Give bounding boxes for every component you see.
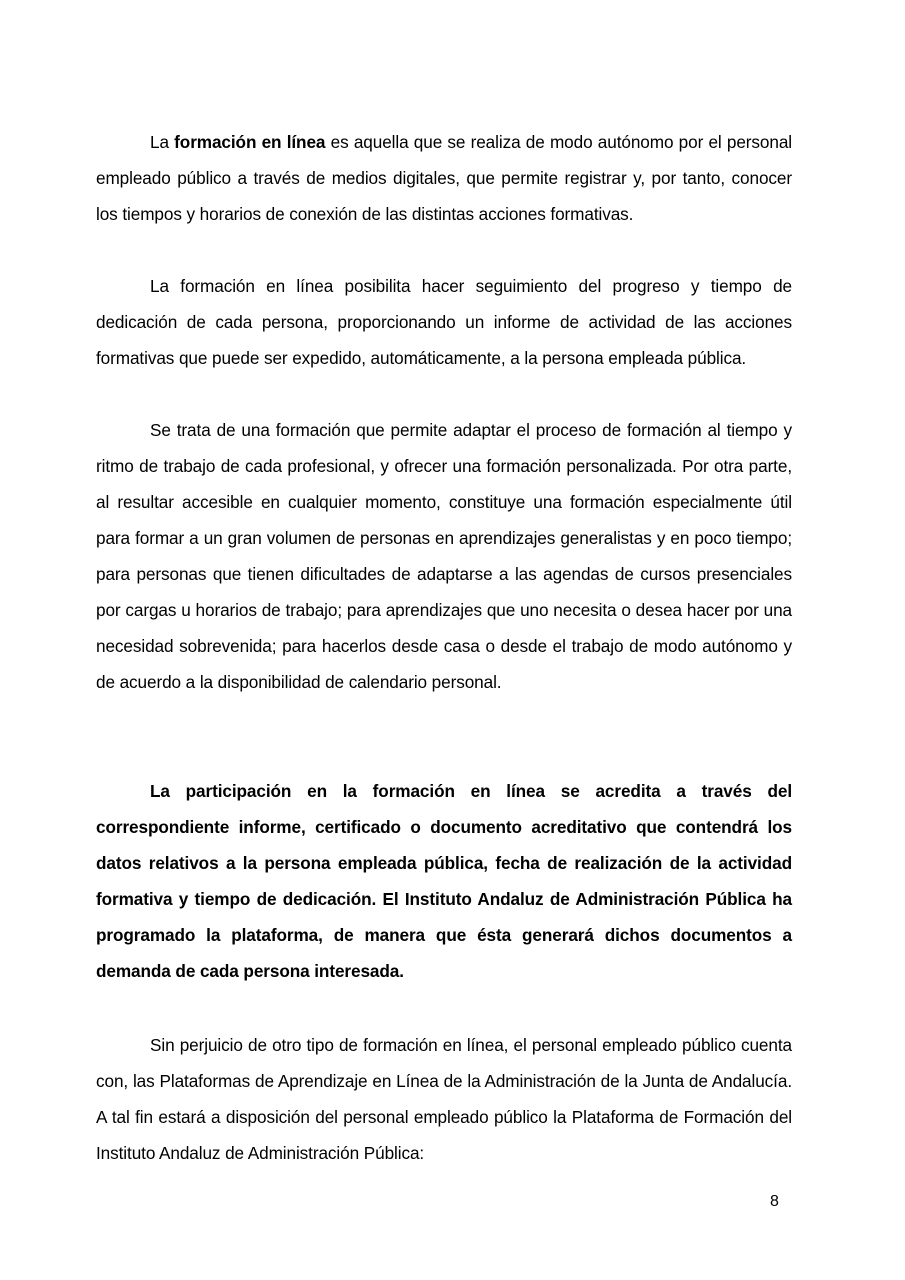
- paragraph-progress-tracking: La formación en línea posibilita hacer seguimiento del progreso y tiempo de dedicación de cada persona, proporcionando un informe de actividad de las acciones formativas que puede ser expedido, automáticamente, a la persona empleada pública.: [96, 276, 792, 368]
- paragraph-learning-platforms: Sin perjuicio de otro tipo de formación en línea, el personal empleado público cuenta con, las Plataformas de Aprendizaje en Línea de la Administración de la Junta de Andalucía. A tal fin estará a disposición del personal empleado público la Plataforma de Formación del Instituto Andaluz de Administración Pública:: [96, 1035, 792, 1163]
- paragraph-participation-accreditation: La participación en la formación en línea se acredita a través del correspondiente informe, certificado o documento acreditativo que contendrá los datos relativos a la persona empleada pública, fecha de realización de la actividad formativa y tiempo de dedicación. El Instituto Andaluz de Administración Pública ha programado la plataforma, de manera que ésta generará dichos documentos a demanda de cada persona interesada.: [96, 781, 792, 981]
- page-number: 8: [770, 1193, 779, 1210]
- paragraph-1-rest: es aquella que se realiza de modo autónomo por el personal empleado público a través de medios digitales, que permite registrar y, por tanto, conocer los tiempos y horarios de conexión de las distintas acciones formativas.: [96, 132, 793, 224]
- paragraph-adaptable-training: Se trata de una formación que permite adaptar el proceso de formación al tiempo y ritmo de trabajo de cada profesional, y ofrecer una formación personalizada. Por otra parte, al resultar accesible en cualquier momento, constituye una formación especialmente útil para formar a un gran volumen de personas en aprendizajes generalistas y en poco tiempo; para personas que tienen dificultades de adaptarse a las agendas de cursos presenciales por cargas u horarios de trabajo; para aprendizajes que uno necesita o desea hacer por una necesidad sobrevenida; para hacerlos desde casa o desde el trabajo de modo autónomo y de acuerdo a la disponibilidad de calendario personal.: [96, 420, 792, 692]
- paragraph-1-lead: La: [150, 132, 175, 152]
- paragraph-1-bold-term: formación en línea: [174, 132, 326, 152]
- paragraph-online-training-definition: [96, 124, 792, 232]
